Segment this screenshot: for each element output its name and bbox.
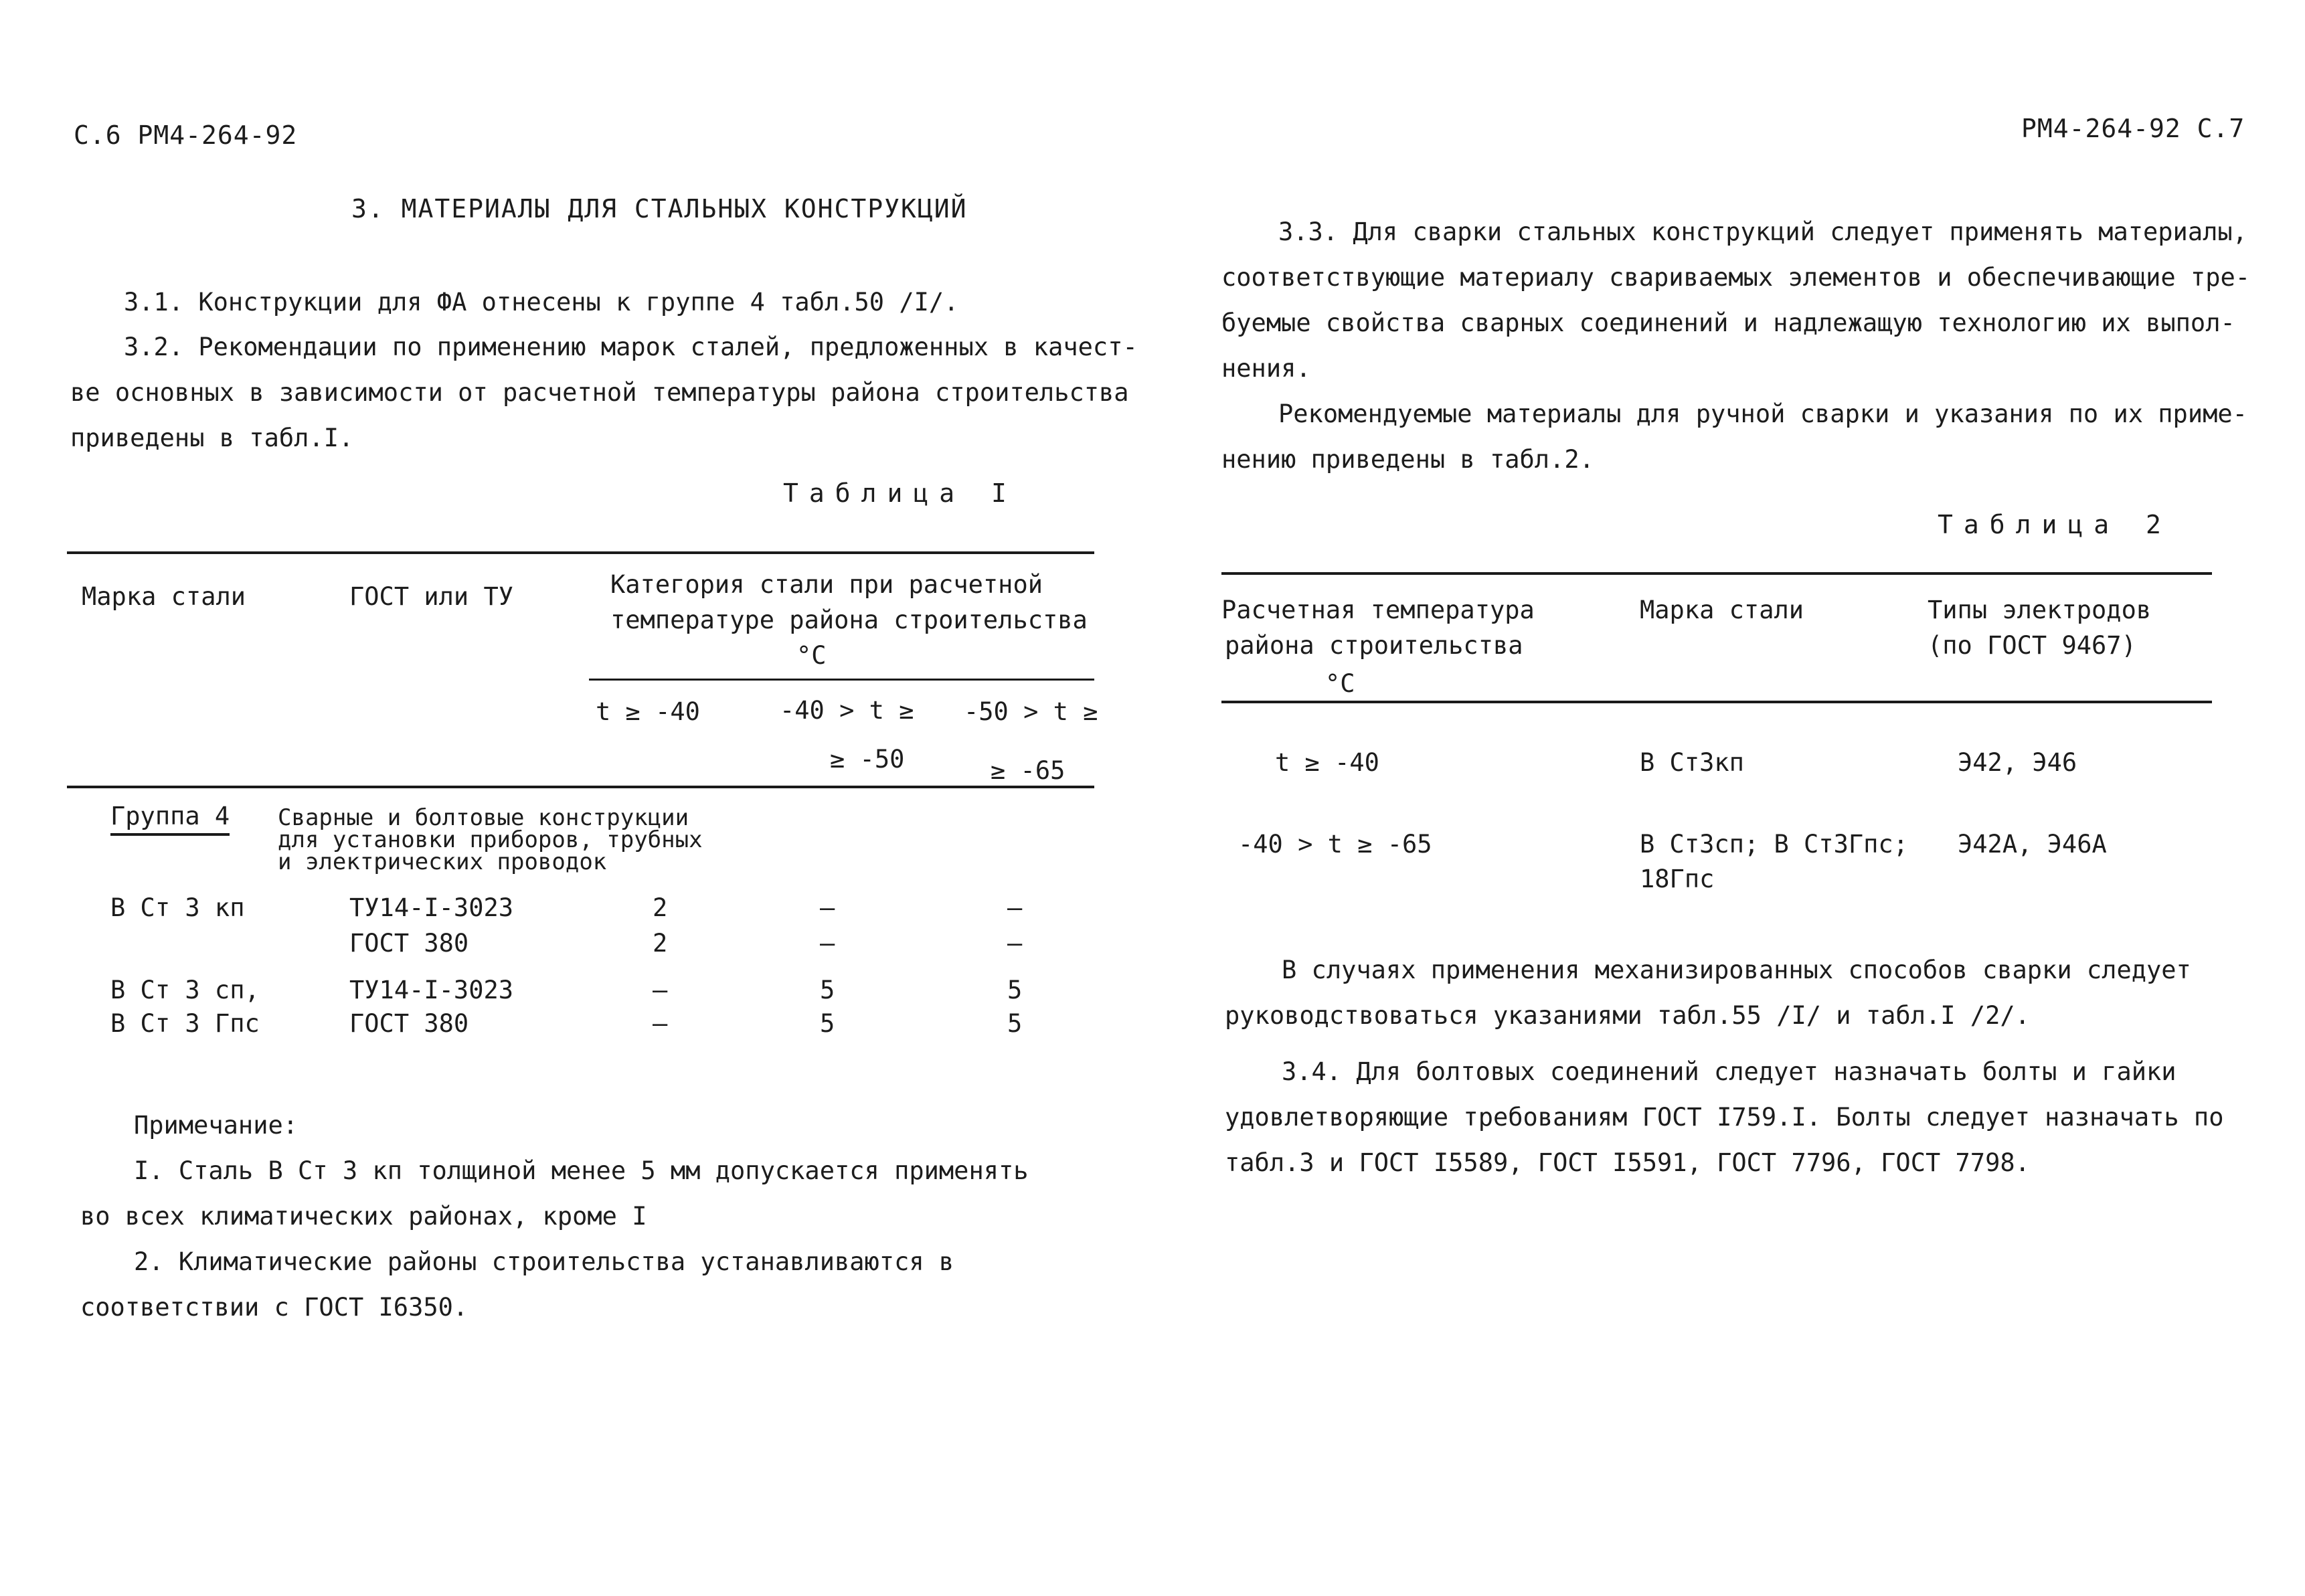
table-2-row-2-grade: В Ст3сп; В Ст3Гпс; <box>1640 830 1908 859</box>
table-1-subheader-3-line-1: -50 > t ≥ <box>964 697 1098 726</box>
paragraph-3-2-line-2: ве основных в зависимости от расчетной температуры района строительства <box>70 378 1129 407</box>
paragraph-3-3-line-4: нения. <box>1221 354 1311 383</box>
table-1-header-bottom-rule <box>67 786 1094 788</box>
table-1-subheader-1: t ≥ -40 <box>596 697 700 726</box>
paragraph-3-1: 3.1. Конструкции для ФА отнесены к группе 4 табл.50 /I/. <box>124 288 959 317</box>
table-2-row-1-grade: В Ст3кп <box>1640 748 1744 777</box>
table-1-subheader-2-line-2: ≥ -50 <box>830 745 905 774</box>
table-1-row-2-cat-3: – <box>1007 929 1023 958</box>
table-1-subheader-3-line-2: ≥ -65 <box>991 756 1065 785</box>
note-2-line-1: 2. Климатические районы строительства устанавливаются в <box>134 1247 954 1276</box>
table-2-row-2-grade-line-2: 18Гпс <box>1640 865 1715 893</box>
paragraph-3-3-line-1: 3.3. Для сварки стальных конструкций следует применять материалы, <box>1278 217 2247 246</box>
table-1-row-3-cat-3: 5 <box>1007 976 1023 1004</box>
table-1-row-4-standard: ГОСТ 380 <box>349 1009 469 1038</box>
paragraph-3-4-line-3: табл.3 и ГОСТ I5589, ГОСТ I5591, ГОСТ 7796, ГОСТ 7798. <box>1225 1148 2030 1177</box>
table-1-subheader-2-line-1: -40 > t ≥ <box>780 696 914 725</box>
table-1-mid-rule <box>589 679 1094 681</box>
note-1-line-1: I. Сталь В Ст 3 кп толщиной менее 5 мм допускается применять <box>134 1156 1029 1185</box>
paragraph-recommended-line-2: нению приведены в табл.2. <box>1221 445 1594 474</box>
table-2-header-temp-line-1: Расчетная температура <box>1221 596 1535 624</box>
table-1-row-3-grade: В Ст 3 сп, <box>110 976 260 1004</box>
table-2-header-bottom-rule <box>1221 701 2212 703</box>
table-1-top-rule <box>67 551 1094 554</box>
table-2-row-1-electrodes: Э42, Э46 <box>1958 748 2077 777</box>
paragraph-3-2-line-1: 3.2. Рекомендации по применению марок сталей, предложенных в качест- <box>124 333 1138 361</box>
page-header-left: С.6 РМ4-264-92 <box>74 120 298 150</box>
table-1-header-grade: Марка стали <box>82 582 246 611</box>
table-2-header-grade: Марка стали <box>1640 596 1804 624</box>
note-2-line-2: соответствии с ГОСТ I6350. <box>80 1293 468 1322</box>
note-title: Примечание: <box>134 1111 298 1140</box>
table-2-row-2-temp: -40 > t ≥ -65 <box>1238 830 1432 859</box>
table-2-top-rule <box>1221 572 2212 575</box>
table-1-caption: Таблица I <box>783 478 1017 508</box>
table-1-row-3-cat-1: – <box>653 976 668 1004</box>
paragraph-3-4-line-2: удовлетворяющие требованиям ГОСТ I759.I. Болты следует назначать по <box>1225 1103 2224 1132</box>
table-1-group-desc-line-2: для установки приборов, трубных <box>278 826 703 853</box>
table-1-row-1-standard: ТУ14-I-3023 <box>349 893 514 922</box>
table-1-header-standard: ГОСТ или ТУ <box>349 582 514 611</box>
table-2-caption: Таблица 2 <box>1938 510 2172 539</box>
table-2-header-temp-unit: °C <box>1325 669 1355 698</box>
paragraph-recommended-line-1: Рекомендуемые материалы для ручной сварки и указания по их приме- <box>1278 400 2247 428</box>
table-2-row-1-temp: t ≥ -40 <box>1275 748 1379 777</box>
table-1-row-4-grade: В Ст 3 Гпс <box>110 1009 260 1038</box>
paragraph-mechanized-line-2: руководствоваться указаниями табл.55 /I/ и табл.I /2/. <box>1225 1001 2030 1030</box>
table-1-row-2-cat-2: – <box>820 929 835 958</box>
table-1-row-1-cat-2: – <box>820 893 835 922</box>
table-2-row-2-electrodes: Э42А, Э46А <box>1958 830 2107 859</box>
table-2-header-electrodes-line-2: (по ГОСТ 9467) <box>1928 631 2136 660</box>
section-title: 3. МАТЕРИАЛЫ ДЛЯ СТАЛЬНЫХ КОНСТРУКЦИЙ <box>351 194 968 224</box>
table-2-header-temp-line-2: района строительства <box>1225 631 1523 660</box>
table-1-header-category-line-2: температуре района строительства <box>610 606 1088 634</box>
table-2-header-electrodes-line-1: Типы электродов <box>1928 596 2152 624</box>
paragraph-3-3-line-2: соответствующие материалу свариваемых элементов и обеспечивающие тре- <box>1221 263 2251 292</box>
note-1-line-2: во всех климатических районах, кроме I <box>80 1202 647 1231</box>
table-1-group-desc-line-3: и электрических проводок <box>278 849 607 875</box>
page-header-right: РМ4-264-92 С.7 <box>2021 114 2245 143</box>
table-1-group-label: Группа 4 <box>110 802 230 836</box>
paragraph-3-3-line-3: буемые свойства сварных соединений и надлежащую технологию их выпол- <box>1221 308 2235 337</box>
table-1-row-3-standard: ТУ14-I-3023 <box>349 976 514 1004</box>
table-1-row-1-grade: В Ст 3 кп <box>110 893 245 922</box>
table-1-header-category-line-1: Категория стали при расчетной <box>610 570 1043 599</box>
table-1-row-1-cat-3: – <box>1007 893 1023 922</box>
table-1-row-4-cat-2: 5 <box>820 1009 835 1038</box>
table-1-row-3-cat-2: 5 <box>820 976 835 1004</box>
table-1-row-1-cat-1: 2 <box>653 893 668 922</box>
table-1-row-4-cat-1: – <box>653 1009 668 1038</box>
table-1-header-unit: °C <box>796 641 827 670</box>
paragraph-3-2-line-3: приведены в табл.I. <box>70 424 354 452</box>
table-1-row-4-cat-3: 5 <box>1007 1009 1023 1038</box>
table-1-row-2-cat-1: 2 <box>653 929 668 958</box>
paragraph-mechanized-line-1: В случаях применения механизированных способов сварки следует <box>1282 956 2191 984</box>
paragraph-3-4-line-1: 3.4. Для болтовых соединений следует назначать болты и гайки <box>1282 1057 2176 1086</box>
table-1-group-desc-line-1: Сварные и болтовые конструкции <box>278 804 689 831</box>
table-1-row-2-standard: ГОСТ 380 <box>349 929 469 958</box>
